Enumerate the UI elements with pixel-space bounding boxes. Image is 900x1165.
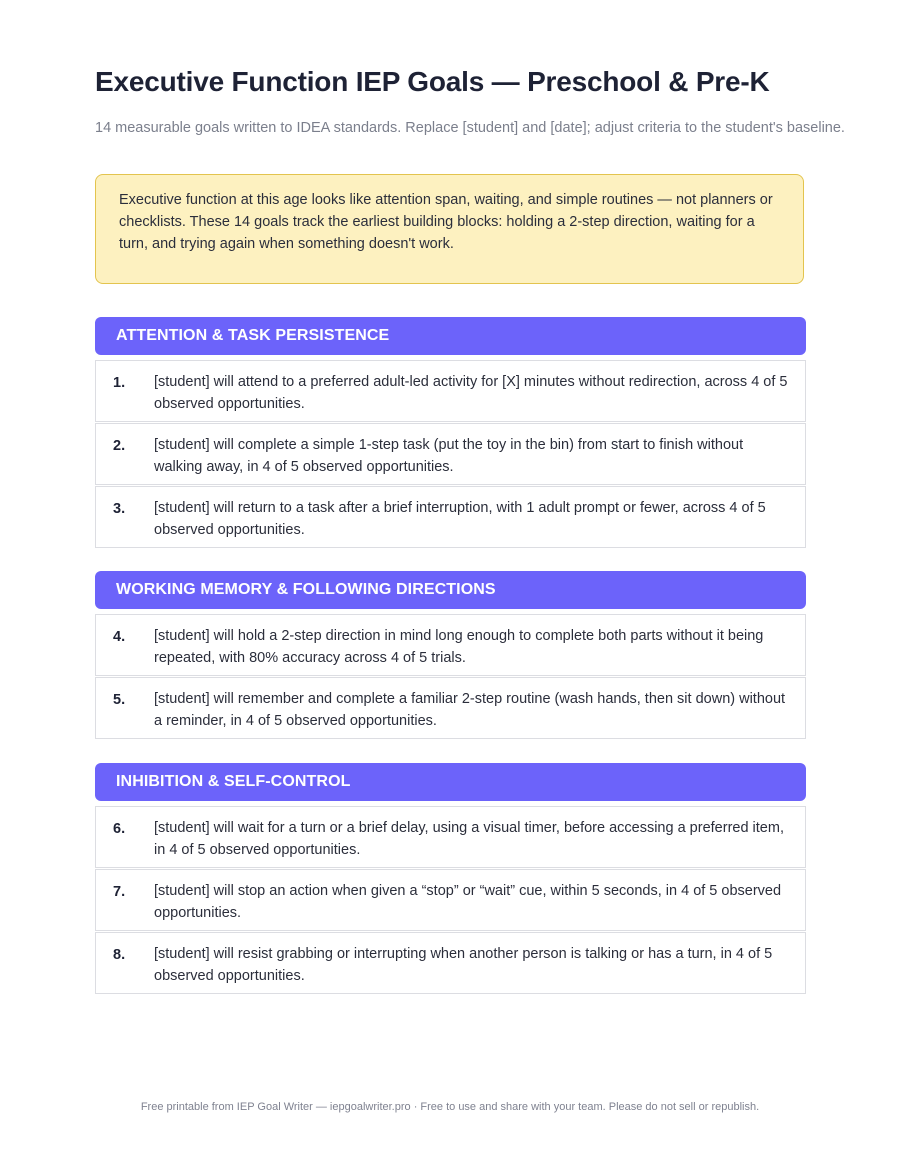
- goal-number: 6.: [113, 821, 126, 837]
- section-header: ATTENTION & TASK PERSISTENCE: [95, 317, 806, 355]
- goal-item: [95, 677, 806, 739]
- goal-text: [student] will hold a 2-step direction in mind long enough to complete both parts without it being repeated, with 80% accuracy across 4 of 5 trials.: [154, 628, 764, 666]
- section-attention: [95, 317, 806, 549]
- intro-callout: [95, 174, 804, 284]
- goal-item: [95, 932, 806, 994]
- goal-list: [95, 614, 806, 739]
- goal-item: [95, 423, 806, 485]
- goal-item: [95, 869, 806, 931]
- goal-list: [95, 806, 806, 994]
- goal-number: 5.: [113, 692, 126, 708]
- goal-number: 2.: [113, 438, 126, 454]
- goal-item: [95, 360, 806, 422]
- goal-text: [student] will resist grabbing or interrupting when another person is talking or has a turn, in 4 of 5 observed opportunities.: [154, 946, 773, 984]
- section-working-memory: [95, 571, 806, 740]
- section-header: WORKING MEMORY & FOLLOWING DIRECTIONS: [95, 571, 806, 609]
- section-inhibition: [95, 763, 806, 995]
- goal-text: [student] will wait for a turn or a brief delay, using a visual timer, before accessing a preferred item, in 4 of 5 observed opportunities.: [154, 820, 784, 858]
- goal-item: [95, 806, 806, 868]
- goal-text: [student] will complete a simple 1-step task (put the toy in the bin) from start to finish without walking away, in 4 of 5 observed opportunities.: [154, 437, 744, 475]
- goal-text: [student] will stop an action when given a “stop” or “wait” cue, within 5 seconds, in 4 of 5 observed opportunities.: [154, 883, 782, 921]
- goal-number: 8.: [113, 947, 126, 963]
- page-footer: Free printable from IEP Goal Writer — iepgoalwriter.pro · Free to use and share with your team. Please do not sell or republish.: [140, 1101, 760, 1113]
- intro-callout-text: Executive function at this age looks like attention span, waiting, and simple routines — not planners or checklists. These 14 goals track the earliest building blocks: holding a 2-step direction, waiting for a turn, and trying again when something doesn't work.: [119, 192, 773, 252]
- page-title: Executive Function IEP Goals — Preschool & Pre-K: [95, 66, 770, 97]
- goal-number: 1.: [113, 375, 126, 391]
- goal-list: [95, 360, 806, 548]
- goal-text: [student] will remember and complete a familiar 2-step routine (wash hands, then sit down) without a reminder, in 4 of 5 observed opportunities.: [154, 691, 786, 729]
- goal-number: 7.: [113, 884, 126, 900]
- goal-text: [student] will attend to a preferred adult-led activity for [X] minutes without redirection, across 4 of 5 observed opportunities.: [154, 374, 788, 412]
- goal-text: [student] will return to a task after a brief interruption, with 1 adult prompt or fewer, across 4 of 5 observed opportunities.: [154, 500, 766, 538]
- goal-number: 4.: [113, 629, 126, 645]
- section-header: INHIBITION & SELF-CONTROL: [95, 763, 806, 801]
- page-subtitle: 14 measurable goals written to IDEA standards. Replace [student] and [date]; adjust criteria to the student's baseline.: [95, 120, 845, 136]
- goal-item: [95, 614, 806, 676]
- goal-number: 3.: [113, 501, 126, 517]
- goal-item: [95, 486, 806, 548]
